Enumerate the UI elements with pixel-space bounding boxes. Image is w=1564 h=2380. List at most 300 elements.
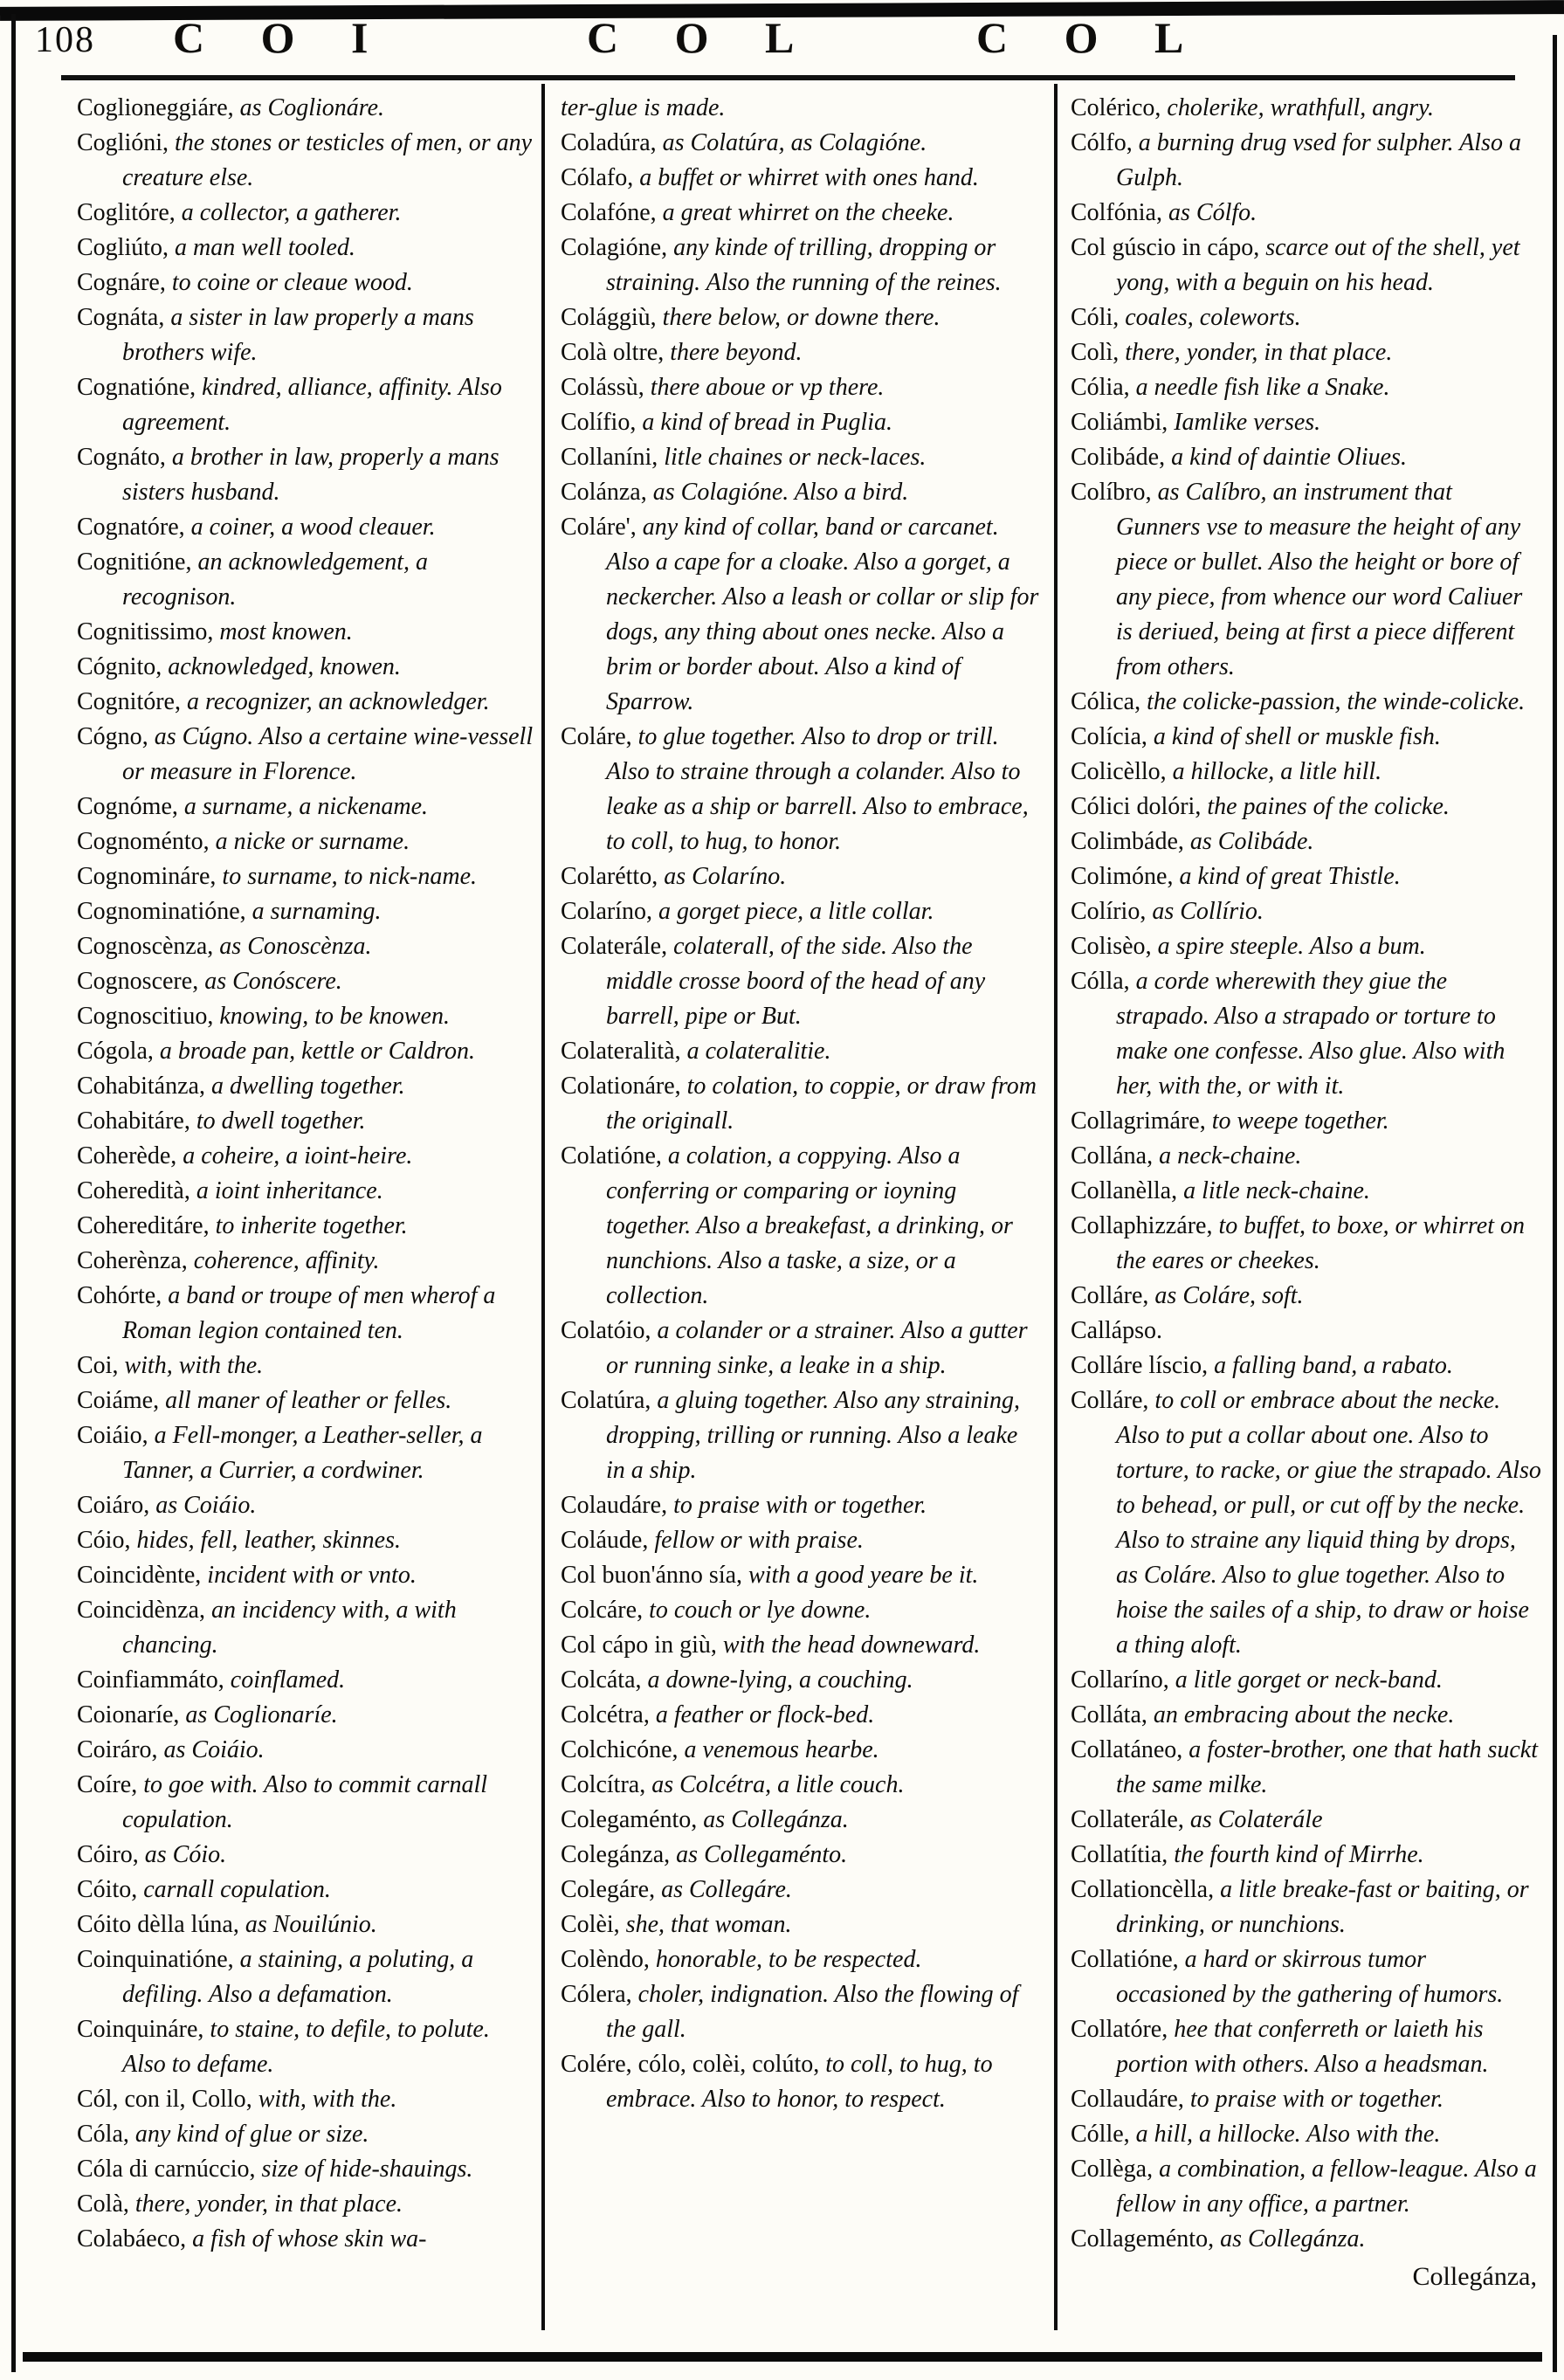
entry-headword: Cóito dèlla lúna [77, 1911, 233, 1938]
dictionary-entry: Colláre, to coll or embrace about the necke. Also to put a collar about one. Also to torture, to racke, or giue the strapado. Also to behead, or pull, or cut off by the necke. Also to straine any liquid thing by drops, as Coláre. Also to glue together. Also to hoise the sailes of a ship, to draw or hoise a thing aloft. [1071, 1387, 1541, 1659]
entry-headword: Cógola [77, 1038, 148, 1065]
dictionary-entry: Colaríno, a gorget piece, a litle collar. [561, 898, 934, 925]
entry-definition: fellow or with praise. [654, 1527, 864, 1554]
entry-headword: Cognitóre [77, 688, 175, 715]
entry-headword: Cógnito [77, 653, 156, 680]
dictionary-entry: Coionaríe, as Coglionaríe. [77, 1701, 338, 1728]
dictionary-entry: Cognatióne, kindred, alliance, affinity. Also agreement. [77, 374, 502, 436]
entry-headword: Collanèlla [1071, 1177, 1172, 1204]
entry-definition: a needle fish like a Snake. [1135, 374, 1390, 401]
entry-definition: an embracing about the necke. [1153, 1701, 1455, 1728]
entry-headword: Cohórte [77, 1282, 156, 1309]
entry-headword: Colì [1071, 339, 1113, 366]
dictionary-entry: Collagrimáre, to weepe together. [1071, 1107, 1389, 1135]
entry-definition: as Colaríno. [664, 863, 787, 890]
entry-headword: Colafóne [561, 199, 651, 226]
entry-definition: a downe-lying, a couching. [647, 1666, 913, 1694]
entry-headword: Coladúra [561, 129, 651, 156]
entry-definition: a man well tooled. [175, 234, 355, 261]
dictionary-entry: Colére, cólo, colèi, colúto, to coll, to hug, to embrace. Also to honor, to respect. [561, 2051, 993, 2113]
entry-headword: Collageménto [1071, 2225, 1209, 2252]
entry-headword: Cognáre [77, 269, 160, 296]
dictionary-entry: Cólla, a corde wherewith they giue the strapado. Also a strapado or torture to make one confesse. Also glue. Also with her, with the, or with it. [1071, 968, 1505, 1100]
dictionary-entry: Collageménto, as Collegánza. [1071, 2225, 1366, 2252]
entry-headword: Cognáto [77, 444, 160, 471]
dictionary-entry: Cóla di carnúccio, size of hide-shauings. [77, 2156, 473, 2183]
dictionary-entry: Cognáto, a brother in law, properly a mans sisters husband. [77, 444, 500, 506]
dictionary-entry: Colèi, she, that woman. [561, 1911, 792, 1938]
entry-definition: coales, coleworts. [1125, 304, 1301, 331]
entry-headword: Colagióne [561, 234, 662, 261]
entry-headword: Cólfo [1071, 129, 1126, 156]
entry-headword: Cólla [1071, 968, 1124, 995]
dictionary-entry: Collationcèlla, a litle breake-fast or baiting, or drinking, or nunchions. [1071, 1876, 1529, 1938]
entry-headword: Cóla [77, 2121, 123, 2148]
dictionary-entry: Cólle, a hill, a hillocke. Also with the. [1071, 2121, 1441, 2148]
entry-definition: as Conóscere. [204, 968, 342, 995]
entry-headword: Coiráro [77, 1736, 152, 1763]
entry-headword: Collaterále [1071, 1806, 1178, 1833]
entry-definition: a hillocke, a litle hill. [1172, 758, 1382, 785]
dictionary-entry: Cólici dolóri, the paines of the colicke. [1071, 793, 1450, 820]
entry-headword: Cóio [77, 1527, 125, 1554]
entry-definition: as Colatúra, as Colagióne. [662, 129, 927, 156]
entry-definition: the colicke-passion, the winde-colicke. [1147, 688, 1526, 715]
entry-definition: an acknowledgement, a recognison. [122, 548, 429, 611]
entry-definition: carnall copulation. [143, 1876, 331, 1903]
entry-definition: a colation, a coppying. Also a conferring or comparing or ioyning together. Also a breakefast, a drinking, or nunchions. Also a taske, a size, or a collection. [606, 1142, 1013, 1309]
dictionary-entry: Cohabitáre, to dwell together. [77, 1107, 366, 1135]
entry-definition: a buffet or whirret with ones hand. [639, 164, 979, 191]
entry-headword: Cognoscitiuo [77, 1003, 208, 1030]
dictionary-entry: Cógnito, acknowledged, knowen. [77, 653, 401, 680]
dictionary-entry: Colérico, cholerike, wrathfull, angry. [1071, 94, 1435, 121]
entry-definition: a kind of daintie Oliues. [1171, 444, 1407, 471]
entry-definition: a great whirret on the cheeke. [662, 199, 954, 226]
entry-definition: cholerike, wrathfull, angry. [1167, 94, 1435, 121]
entry-headword: Colággiù [561, 304, 651, 331]
dictionary-entry: Colegaménto, as Collegánza. [561, 1806, 849, 1833]
dictionary-entry: Collatióne, a hard or skirrous tumor occasioned by the gathering of humors. [1071, 1946, 1504, 2008]
entry-headword: Cognomináre [77, 863, 210, 890]
dictionary-entry: Cognáre, to coine or cleaue wood. [77, 269, 413, 296]
entry-definition: acknowledged, knowen. [168, 653, 401, 680]
entry-definition: to couch or lye downe. [649, 1597, 872, 1624]
entry-headword: Coincidènte [77, 1562, 196, 1589]
dictionary-entry: Coinfiammáto, coinflamed. [77, 1666, 346, 1694]
dictionary-entry: Collaterále, as Colaterále [1071, 1806, 1323, 1833]
entry-definition: as Collegaménto. [676, 1841, 848, 1868]
entry-headword: Colicèllo [1071, 758, 1161, 785]
entry-headword: Cólle [1071, 2121, 1124, 2148]
entry-headword: Colegaménto [561, 1806, 692, 1833]
dictionary-entry: Collaudáre, to praise with or together. [1071, 2086, 1443, 2113]
entry-definition: hee that conferreth or laieth his portion with others. Also a headsman. [1116, 2016, 1489, 2078]
left-page-border [11, 14, 16, 2372]
entry-definition: to dwell together. [196, 1107, 366, 1135]
entry-definition: a colander or a strainer. Also a gutter or running sinke, a leake in a ship. [606, 1317, 1028, 1379]
entry-headword: Cognoménto [77, 828, 203, 855]
entry-definition: Iamlike verses. [1174, 409, 1321, 436]
dictionary-entry: Collèga, a combination, a fellow-league. Also a fellow in any office, a partner. [1071, 2156, 1537, 2218]
dictionary-entry: Coglióni, the stones or testicles of men, or any creature else. [77, 129, 533, 191]
dictionary-entry: Collaríno, a litle gorget or neck-band. [1071, 1666, 1443, 1694]
entry-definition: a staining, a poluting, a defiling. Also a defamation. [122, 1946, 474, 2008]
entry-definition: coherence, affinity. [193, 1247, 380, 1274]
dictionary-entry: Cognitóre, a recognizer, an acknowledger. [77, 688, 490, 715]
entry-definition: a surnaming. [251, 898, 382, 925]
dictionary-entry: Colchicóne, a venemous hearbe. [561, 1736, 879, 1763]
entry-definition: a hill, a hillocke. Also with the. [1135, 2121, 1441, 2148]
entry-headword: Coiáro [77, 1492, 144, 1519]
entry-definition: as Coiáio. [163, 1736, 265, 1763]
dictionary-entry: Cohórte, a band or troupe of men wherof a Roman legion contained ten. [77, 1282, 496, 1344]
entry-definition: litle chaines or neck-laces. [664, 444, 927, 471]
entry-definition: a recognizer, an acknowledger. [187, 688, 490, 715]
dictionary-entry: Coladúra, as Colatúra, as Colagióne. [561, 129, 927, 156]
entry-headword: Coíre [77, 1771, 132, 1798]
entry-headword: Collationcèlla [1071, 1876, 1209, 1903]
entry-headword: Colarétto [561, 863, 652, 890]
dictionary-entry: Colatóio, a colander or a strainer. Also a gutter or running sinke, a leake in a ship. [561, 1317, 1028, 1379]
entry-headword: Coheredità [77, 1177, 184, 1204]
entry-definition: a spire steeple. Also a bum. [1157, 933, 1426, 960]
entry-headword: Colláre [1071, 1282, 1143, 1309]
dictionary-entry: Collaníni, litle chaines or neck-laces. [561, 444, 927, 471]
dictionary-entry: Colcítra, as Colcétra, a litle couch. [561, 1771, 905, 1798]
entry-definition: any kinde of trilling, dropping or straining. Also the running of the reines. [606, 234, 1002, 296]
dictionary-entry: Cólia, a needle fish like a Snake. [1071, 374, 1390, 401]
dictionary-entry: Cólica, the colicke-passion, the winde-colicke. [1071, 688, 1526, 715]
dictionary-entry: Colì, there, yonder, in that place. [1071, 339, 1393, 366]
entry-headword: Callápso. [1071, 1317, 1162, 1344]
entry-headword: Cógno [77, 723, 142, 750]
dictionary-entry: Coi, with, with the. [77, 1352, 264, 1379]
entry-definition: to praise with or together. [673, 1492, 927, 1519]
column-1 [77, 91, 534, 2344]
entry-definition: a surname, a nickename. [183, 793, 429, 820]
dictionary-entry: Colcáre, to couch or lye downe. [561, 1597, 872, 1624]
entry-headword: Collatóre [1071, 2016, 1162, 2043]
dictionary-entry: Colabáeco, a fish of whose skin wa- [77, 2225, 427, 2252]
entry-definition: to buffet, to boxe, or whirret on the eares or cheekes. [1116, 1212, 1525, 1274]
entry-headword: Coglioneggiáre [77, 94, 228, 121]
entry-headword: Colaudáre [561, 1492, 662, 1519]
entry-definition: a falling band, a rabato. [1214, 1352, 1453, 1379]
entry-headword: Colà [77, 2190, 123, 2218]
entry-headword: Coionaríe [77, 1701, 174, 1728]
right-page-border [1553, 35, 1557, 2372]
entry-headword: Colabáeco [77, 2225, 181, 2252]
entry-headword: Coiáio [77, 1422, 142, 1449]
entry-headword: Colatióne [561, 1142, 656, 1169]
entry-definition: as Cúgno. Also a certaine wine-vessell or measure in Florence. [122, 723, 534, 785]
entry-definition: a kind of great Thistle. [1179, 863, 1401, 890]
dictionary-entry: Cognoménto, a nicke or surname. [77, 828, 410, 855]
dictionary-entry: Coherède, a coheire, a ioint-heire. [77, 1142, 413, 1169]
entry-headword: Collagrimáre [1071, 1107, 1200, 1135]
entry-headword: Cognitissimo [77, 618, 208, 645]
entry-headword: Colcétra [561, 1701, 644, 1728]
entry-headword: Colláta [1071, 1701, 1141, 1728]
dictionary-entry: Coincidènte, incident with or vnto. [77, 1562, 417, 1589]
dictionary-entry: Cohabitánza, a dwelling together. [77, 1073, 405, 1100]
dictionary-entry: Colaudáre, to praise with or together. [561, 1492, 927, 1519]
entry-headword: Cognatóre [77, 514, 179, 541]
entry-headword: Cólafo [561, 164, 628, 191]
dictionary-entry: Coláre', any kind of collar, band or carcanet. Also a cape for a cloake. Also a gorget, a neckercher. Also a leash or collar or slip for dogs, any thing about ones necke. Also a brim or border about. Also a kind of Sparrow. [561, 514, 1039, 715]
entry-headword: Coliámbi [1071, 409, 1162, 436]
entry-definition: knowing, to be knowen. [219, 1003, 450, 1030]
entry-headword: Colcáre [561, 1597, 637, 1624]
entry-definition: to goe with. Also to commit carnall copulation. [122, 1771, 488, 1833]
entry-definition: as Cóio. [144, 1841, 227, 1868]
entry-definition: as Calíbro, an instrument that Gunners vse to measure the height of any piece or bullet. Also the height or bore of any piece, from whence our word Caliuer is deriued, being at first a piece different from others. [1116, 479, 1523, 680]
dictionary-entry: Colánza, as Colagióne. Also a bird. [561, 479, 909, 506]
entry-headword: Coláre [561, 723, 626, 750]
entry-headword: Coherènza [77, 1247, 182, 1274]
dictionary-entry: Cognoscitiuo, knowing, to be knowen. [77, 1003, 450, 1030]
entry-headword: Collaphizzáre [1071, 1212, 1207, 1239]
dictionary-entry [561, 91, 1043, 126]
entry-definition: incident with or vnto. [207, 1562, 417, 1589]
entry-headword: Cóli [1071, 304, 1113, 331]
entry-definition: with the head downeward. [722, 1632, 981, 1659]
entry-headword: Cogliúto [77, 234, 163, 261]
entry-headword: Cognóme [77, 793, 172, 820]
dictionary-entry: Coinquináre, to staine, to defile, to polute. Also to defame. [77, 2016, 490, 2078]
entry-definition: as Collírio. [1152, 898, 1264, 925]
entry-definition: as Coglionaríe. [185, 1701, 338, 1728]
dictionary-entry: Colicèllo, a hillocke, a litle hill. [1071, 758, 1382, 785]
entry-headword: Colationáre [561, 1073, 675, 1100]
entry-definition: a litle gorget or neck-band. [1175, 1666, 1443, 1694]
dictionary-entry: Colagióne, any kinde of trilling, dropping or straining. Also the running of the reines. [561, 234, 1002, 296]
entry-headword: Colaríno [561, 898, 646, 925]
column-header-col-1: C O L [587, 13, 817, 62]
entry-headword: Colícia [1071, 723, 1141, 750]
entry-definition: as Colagióne. Also a bird. [652, 479, 909, 506]
entry-definition: there aboue or vp there. [650, 374, 885, 401]
entry-headword: Colére, cólo, colèi, colúto [561, 2051, 814, 2078]
entry-definition: a foster-brother, one that hath suckt the same milke. [1116, 1736, 1538, 1798]
dictionary-entry: Collána, a neck-chaine. [1071, 1142, 1302, 1169]
entry-definition: there beyond. [670, 339, 803, 366]
dictionary-entry: Col cápo in giù, with the head downeward. [561, 1632, 981, 1659]
dictionary-entry: Colcétra, a feather or flock-bed. [561, 1701, 875, 1728]
dictionary-entry: Cóiro, as Cóio. [77, 1841, 227, 1868]
dictionary-entry: Colírio, as Collírio. [1071, 898, 1264, 925]
dictionary-entry: Colláta, an embracing about the necke. [1071, 1701, 1455, 1728]
entry-headword: Coherède [77, 1142, 171, 1169]
catchword: Collegánza, [1412, 2262, 1537, 2291]
entry-headword: Colífio [561, 409, 630, 436]
entry-headword: Cognáta [77, 304, 159, 331]
entry-headword: Cóiro [77, 1841, 133, 1868]
entry-headword: Cohereditáre [77, 1212, 203, 1239]
dictionary-entry: Colífio, a kind of bread in Puglia. [561, 409, 893, 436]
entry-headword: Cognoscere [77, 968, 193, 995]
entry-definition: to weepe together. [1211, 1107, 1389, 1135]
entry-definition: with, with the. [258, 2086, 397, 2113]
dictionary-entry: Coiáme, all maner of leather or felles. [77, 1387, 452, 1414]
column-header-coi: C O I [173, 13, 391, 62]
dictionary-entry: Cóio, hides, fell, leather, skinnes. [77, 1527, 401, 1554]
dictionary-entry: Cógola, a broade pan, kettle or Caldron. [77, 1038, 476, 1065]
dictionary-entry: Colèndo, honorable, to be respected. [561, 1946, 922, 1973]
entry-headword: Colà oltre [561, 339, 658, 366]
entry-definition: an incidency with, a with chancing. [122, 1597, 457, 1659]
entry-definition: a litle neck-chaine. [1183, 1177, 1370, 1204]
dictionary-entry: Colláre, as Coláre, soft. [1071, 1282, 1304, 1309]
dictionary-entry: Coláude, fellow or with praise. [561, 1527, 864, 1554]
entry-headword: Cohabitáre [77, 1107, 184, 1135]
entry-headword: Collaníni [561, 444, 652, 471]
dictionary-entry: Colationáre, to colation, to coppie, or draw from the originall. [561, 1073, 1037, 1135]
dictionary-entry: Col gúscio in cápo, scarce out of the shell, yet yong, with a beguin on his head. [1071, 234, 1520, 296]
entry-definition: as Collegánza. [1220, 2225, 1366, 2252]
entry-headword: Colisèo [1071, 933, 1146, 960]
entry-definition: to coll, to hug, to embrace. Also to honor, to respect. [606, 2051, 993, 2113]
entry-headword: Colèndo [561, 1946, 644, 1973]
dictionary-entry: Coiáio, a Fell-monger, a Leather-seller, a Tanner, a Currier, a cordwiner. [77, 1422, 483, 1484]
entry-definition: scarce out of the shell, yet yong, with a beguin on his head. [1116, 234, 1520, 296]
entry-headword: Colírio [1071, 898, 1140, 925]
entry-headword: Colatóio [561, 1317, 645, 1344]
entry-headword: Coinquináre [77, 2016, 198, 2043]
entry-headword: Cognoscènza [77, 933, 208, 960]
entry-definition: a hard or skirrous tumor occasioned by the gathering of humors. [1116, 1946, 1504, 2008]
entry-headword: Cognominatióne [77, 898, 240, 925]
entry-headword: Colláre [1071, 1387, 1143, 1414]
entry-definition: as Coláre, soft. [1154, 1282, 1304, 1309]
entry-definition: a Fell-monger, a Leather-seller, a Tanner, a Currier, a cordwiner. [122, 1422, 483, 1484]
dictionary-entry: Cól, con il, Collo, with, with the. [77, 2086, 397, 2113]
entry-definition: a venemous hearbe. [684, 1736, 879, 1763]
dictionary-entry: Cognitissimo, most knowen. [77, 618, 353, 645]
dictionary-entry: Coheredità, a ioint inheritance. [77, 1177, 383, 1204]
dictionary-entry: Cólafo, a buffet or whirret with ones hand. [561, 164, 979, 191]
entry-definition: as Collegánza. [703, 1806, 849, 1833]
dictionary-entry: Cólera, choler, indignation. Also the flowing of the gall. [561, 1981, 1019, 2043]
entry-definition: there, yonder, in that place. [1125, 339, 1393, 366]
entry-headword: Colérico [1071, 94, 1155, 121]
entry-headword: Cólia [1071, 374, 1124, 401]
entry-definition: a brother in law, properly a mans sisters husband. [122, 444, 500, 506]
entry-definition: as Colcétra, a litle couch. [651, 1771, 905, 1798]
entry-definition: all maner of leather or felles. [165, 1387, 452, 1414]
entry-definition: a combination, a fellow-league. Also a fellow in any office, a partner. [1116, 2156, 1537, 2218]
entry-headword: Coi [77, 1352, 113, 1379]
dictionary-entry: Collanèlla, a litle neck-chaine. [1071, 1177, 1370, 1204]
entry-headword: Collaudáre [1071, 2086, 1178, 2113]
dictionary-entry: Colícia, a kind of shell or muskle fish. [1071, 723, 1441, 750]
dictionary-entry: Cognominatióne, a surnaming. [77, 898, 382, 925]
entry-headword: Coinquinatióne [77, 1946, 228, 1973]
dictionary-entry: Collatáneo, a foster-brother, one that hath suckt the same milke. [1071, 1736, 1538, 1798]
dictionary-entry: Colatúra, a gluing together. Also any straining, dropping, trilling or running. Also a leake in a ship. [561, 1387, 1021, 1484]
entry-definition: coinflamed. [230, 1666, 346, 1694]
dictionary-entry: Cognoscere, as Conóscere. [77, 968, 342, 995]
column-header-col-2: C O L [976, 13, 1207, 62]
dictionary-entry: Coglitóre, a collector, a gatherer. [77, 199, 402, 226]
dictionary-entry: Colegánza, as Collegaménto. [561, 1841, 848, 1868]
entry-headword: Cól, con il, Collo [77, 2086, 246, 2113]
dictionary-entry: Cognatóre, a coiner, a wood cleauer. [77, 514, 436, 541]
entry-headword: Coláre' [561, 514, 630, 541]
entry-headword: Collána [1071, 1142, 1147, 1169]
dictionary-entry: Colarétto, as Colaríno. [561, 863, 787, 890]
entry-headword: Collaríno [1071, 1666, 1163, 1694]
dictionary-entry: Coinquinatióne, a staining, a poluting, a defiling. Also a defamation. [77, 1946, 474, 2008]
entry-definition: to inherite together. [215, 1212, 408, 1239]
dictionary-entry [1071, 1314, 1542, 1349]
entry-definition: a neck-chaine. [1159, 1142, 1302, 1169]
entry-definition: a burning drug vsed for sulpher. Also a Gulph. [1116, 129, 1521, 191]
entry-definition: with a good yeare be it. [748, 1562, 979, 1589]
dictionary-entry: Coíre, to goe with. Also to commit carnall copulation. [77, 1771, 488, 1833]
entry-headword: Colcítra [561, 1771, 640, 1798]
dictionary-entry: Cognoscènza, as Conoscènza. [77, 933, 372, 960]
entry-headword: Cóito [77, 1876, 132, 1903]
dictionary-entry: Colfónia, as Cólfo. [1071, 199, 1257, 226]
entry-headword: Colegáre [561, 1876, 650, 1903]
entry-headword: Col cápo in giù [561, 1632, 711, 1659]
dictionary-entry: Colcáta, a downe-lying, a couching. [561, 1666, 913, 1694]
entry-headword: Colíbro [1071, 479, 1146, 506]
entry-definition: the fourth kind of Mirrhe. [1174, 1841, 1424, 1868]
entry-definition: a feather or flock-bed. [655, 1701, 875, 1728]
entry-headword: Cognitióne [77, 548, 186, 576]
dictionary-entry: Colíbro, as Calíbro, an instrument that Gunners vse to measure the height of any piece or bullet. Also the height or bore of any piece, from whence our word Caliuer is deriued, being at first a piece different from others. [1071, 479, 1523, 680]
entry-definition: a coheire, a ioint-heire. [183, 1142, 413, 1169]
entry-headword: Col buon'ánno sía [561, 1562, 737, 1589]
entry-definition: any kind of glue or size. [134, 2121, 369, 2148]
entry-definition: as Nouilúnio. [245, 1911, 377, 1938]
entry-definition: the stones or testicles of men, or any creature else. [122, 129, 533, 191]
entry-definition: colaterall, of the side. Also the middle crosse boord of the head of any barrell, pipe or But. [606, 933, 986, 1030]
column-2 [561, 91, 1043, 2344]
dictionary-entry: Collatítia, the fourth kind of Mirrhe. [1071, 1841, 1424, 1868]
dictionary-entry: Cólfo, a burning drug vsed for sulpher. Also a Gulph. [1071, 129, 1521, 191]
entry-definition: a ioint inheritance. [196, 1177, 383, 1204]
entry-definition: as Collegáre. [661, 1876, 792, 1903]
entry-definition: a gluing together. Also any straining, dropping, trilling or running. Also a leake in a ship. [606, 1387, 1021, 1484]
entry-definition: kindred, alliance, affinity. Also agreement. [122, 374, 502, 436]
entry-definition: to staine, to defile, to polute. Also to defame. [122, 2016, 490, 2078]
dictionary-entry: Colimóne, a kind of great Thistle. [1071, 863, 1401, 890]
entry-headword: Cólica [1071, 688, 1135, 715]
entry-headword: Colláre líscio [1071, 1352, 1202, 1379]
entry-definition: a litle breake-fast or baiting, or drinking, or nunchions. [1116, 1876, 1529, 1938]
dictionary-entry: Colafóne, a great whirret on the cheeke. [561, 199, 954, 226]
entry-definition: a colateralitie. [686, 1038, 831, 1065]
entry-definition: there, yonder, in that place. [134, 2190, 403, 2218]
entry-headword: Colaterále [561, 933, 662, 960]
entry-headword: Colimbáde [1071, 828, 1178, 855]
entry-definition: to coll or embrace about the necke. Also to put a collar about one. Also to torture, to racke, or giue the strapado. Also to behead, or pull, or cut off by the necke. Also to straine any liquid thing by drops, as Coláre. Also to glue together. Also to hoise the sailes of a ship, to draw or hoise a thing aloft. [1116, 1387, 1541, 1659]
entry-definition: a collector, a gatherer. [181, 199, 402, 226]
entry-headword: Coiáme [77, 1387, 154, 1414]
entry-definition: size of hide-shauings. [261, 2156, 473, 2183]
entry-definition: as Colaterále [1189, 1806, 1323, 1833]
dictionary-entry: Cóito, carnall copulation. [77, 1876, 331, 1903]
bottom-rule [23, 2352, 1542, 2362]
entry-definition: a kind of shell or muskle fish. [1153, 723, 1441, 750]
dictionary-entry: Collaphizzáre, to buffet, to boxe, or whirret on the eares or cheekes. [1071, 1212, 1525, 1274]
entry-definition: to coine or cleaue wood. [171, 269, 413, 296]
dictionary-entry: Col buon'ánno sía, with a good yeare be it. [561, 1562, 979, 1589]
